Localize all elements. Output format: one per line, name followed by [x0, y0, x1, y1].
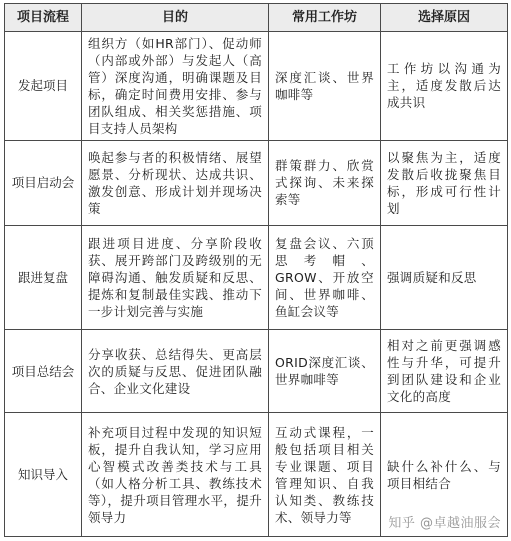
- stage-cell: 发起项目: [5, 32, 82, 141]
- workshop-table: [4, 3, 508, 537]
- workshop-cell: 互动式课程，一般包括项目相关专业课题、项目管理知识、自我认知类、教练技术、领导力等: [269, 413, 381, 537]
- reason-cell: 缺什么补什么、与项目相结合: [381, 413, 508, 537]
- workshop-cell: 深度汇谈、世界咖啡等: [269, 32, 381, 141]
- reason-cell: 强调质疑和反思: [381, 225, 508, 329]
- header-purpose: 目的: [82, 4, 269, 32]
- table-header-row: [5, 4, 508, 32]
- stage-cell: 项目启动会: [5, 140, 82, 225]
- workshop-cell: 复盘会议、六顶思考帽、GROW、开放空间、世界咖啡、鱼缸会议等: [269, 225, 381, 329]
- reason-cell: 相对之前更强调感性与升华，可提升到团队建设和企业文化的高度: [381, 330, 508, 413]
- stage-cell: 项目总结会: [5, 330, 82, 413]
- reason-cell: 工作坊以沟通为主，适度发散后达成共识: [381, 32, 508, 141]
- workshop-cell: ORID深度汇谈、世界咖啡等: [269, 330, 381, 413]
- purpose-cell: 组织方（如HR部门）、促动师（内部或外部）与发起人（高管）深度沟通，明确课题及目标，确定时间费用安排、参与团队组成、相关奖惩措施、项目支持人员架构: [82, 32, 269, 141]
- table-row: [5, 140, 508, 225]
- purpose-cell: 分享收获、总结得失、更高层次的质疑与反思、促进团队融合、企业文化建设: [82, 330, 269, 413]
- table-row: [5, 330, 508, 413]
- header-reason: 选择原因: [381, 4, 508, 32]
- workshop-table-container: [4, 3, 507, 537]
- table-row: [5, 225, 508, 329]
- purpose-cell: 补充项目过程中发现的知识短板，提升自我认知，学习应用心智模式改善类技术与工具（如人格分析工具、教练技术等），提升项目管理水平，提升领导力: [82, 413, 269, 537]
- purpose-cell: 跟进项目进度、分享阶段收获、展开跨部门及跨级别的无障碍沟通、触发质疑和反思、提炼和复制最佳实践、推动下一步计划完善与实施: [82, 225, 269, 329]
- stage-cell: 知识导入: [5, 413, 82, 537]
- table-row: [5, 32, 508, 141]
- purpose-cell: 唤起参与者的积极情绪、展望愿景、分析现状、达成共识、激发创意、形成计划并现场决策: [82, 140, 269, 225]
- watermark: 知乎 @卓越油服会: [388, 516, 501, 531]
- workshop-cell: 群策群力、欣赏式探询、未来探索等: [269, 140, 381, 225]
- reason-cell: 以聚焦为主，适度发散后收拢聚焦目标，形成可行性计划: [381, 140, 508, 225]
- stage-cell: 跟进复盘: [5, 225, 82, 329]
- header-process: 项目流程: [5, 4, 82, 32]
- header-workshop: 常用工作坊: [269, 4, 381, 32]
